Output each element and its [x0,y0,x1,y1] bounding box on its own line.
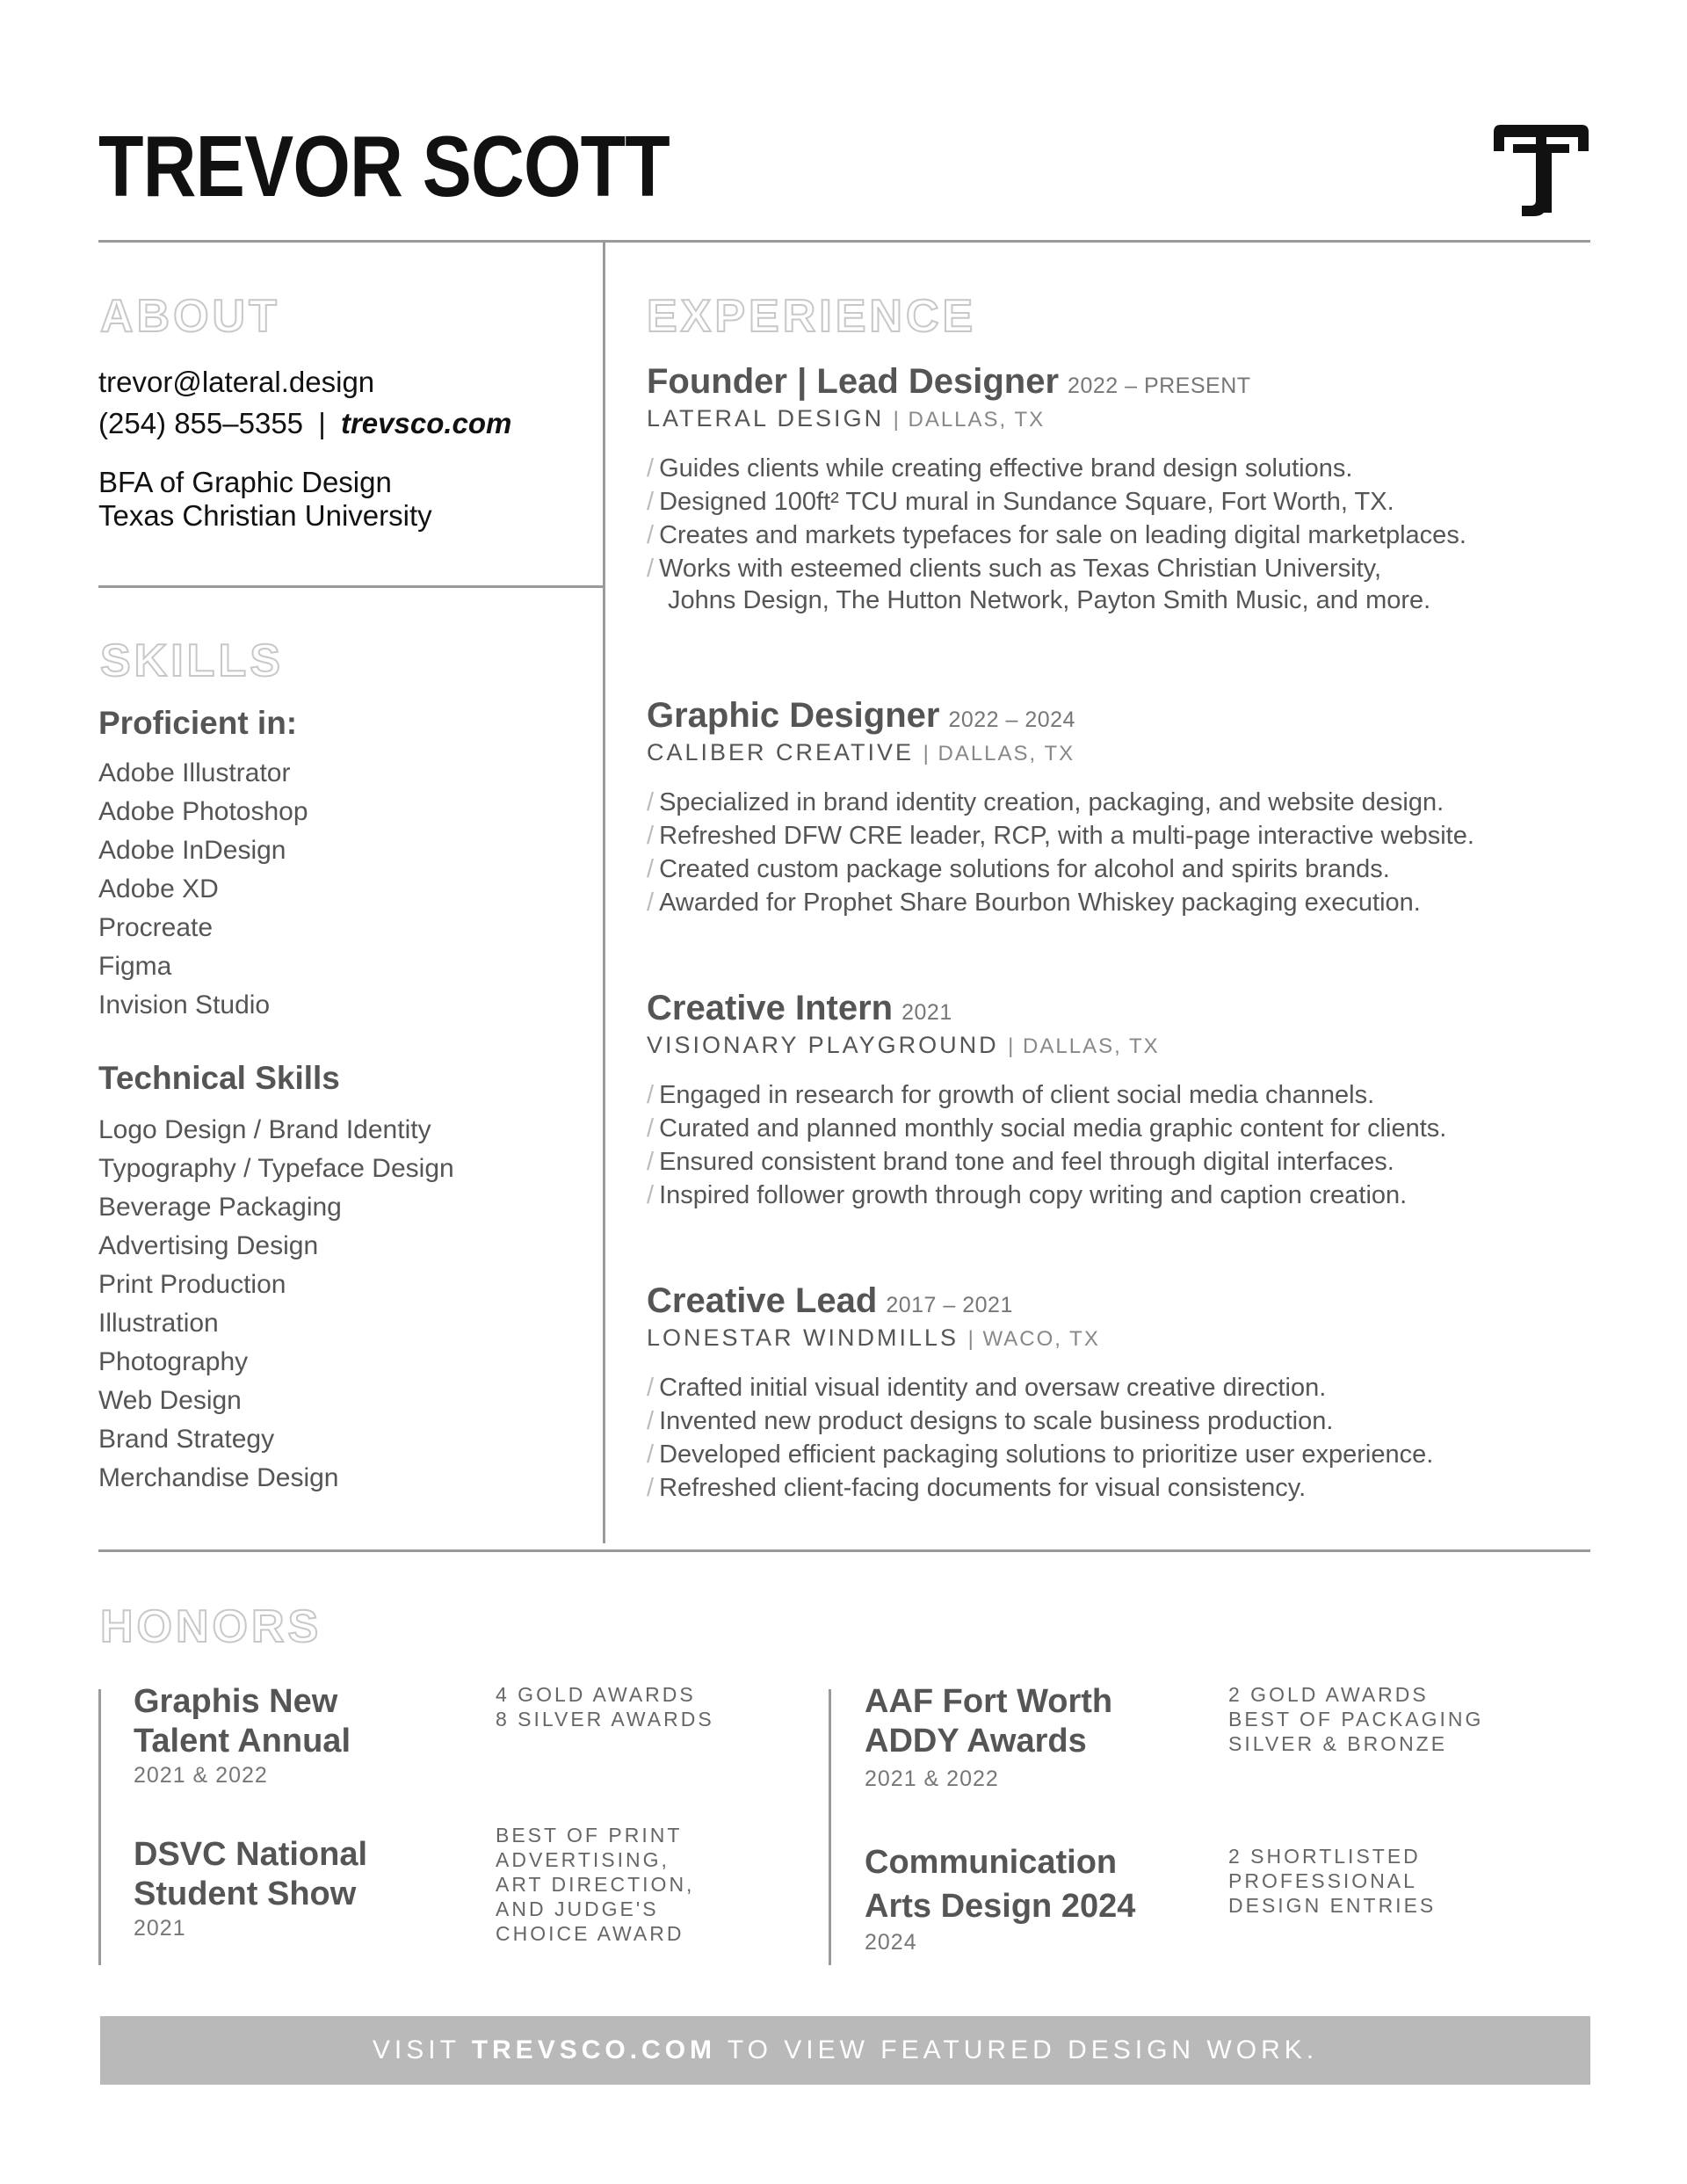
honor-year: 2021 & 2022 [865,1767,999,1791]
bullet-continuation: Johns Design, The Hutton Network, Payton Smith Music, and more. [668,586,1431,614]
detail-line: CHOICE AWARD [496,1922,684,1945]
job-dates: 2021 [901,1000,952,1025]
header-divider [98,240,1590,243]
company-line [647,405,1466,432]
phone-number[interactable]: (254) 855–5355 [98,407,304,439]
bullet-item: / Engaged in research for growth of client social media channels. [647,1081,1375,1109]
bullet-list [647,1078,1446,1212]
list-item: Procreate [98,913,214,942]
job-title: Founder | Lead Designer [647,362,1060,401]
job-title: Creative Lead [647,1281,878,1320]
bullet-item: / Invented new product designs to scale business production. [647,1407,1334,1435]
honors-divider [98,1549,1590,1552]
contact-separator: | [318,407,326,439]
list-item: Illustration [98,1309,219,1338]
contact-block [98,361,511,444]
job-title-line [647,1281,1433,1321]
detail-line: 2 SHORTLISTED [1228,1845,1421,1868]
honor-title: Talent Annual [134,1723,351,1760]
honor-details [496,1823,694,1946]
list-item: Brand Strategy [98,1425,275,1454]
skills-heading: SKILLS [100,635,284,686]
detail-line: 2 GOLD AWARDS [1228,1683,1429,1706]
proficient-heading: Proficient in: [98,705,298,741]
bullet-item: / Refreshed DFW CRE leader, RCP, with a multi-page interactive website. [647,822,1474,850]
job-entry [647,1281,1433,1505]
honor-entry [134,1682,351,1789]
honor-entry [865,1840,1135,1955]
job-entry [647,362,1466,615]
job-title: Creative Intern [647,989,894,1027]
detail-line: SILVER & BRONZE [1228,1732,1448,1755]
company-name: VISIONARY PLAYGROUND [647,1032,999,1058]
honors-right-rule [829,1689,831,1965]
bullet-item: / Specialized in brand identity creation, packaging, and website design. [647,788,1444,816]
bullet-item: / Refreshed client-facing documents for visual consistency. [647,1474,1307,1502]
school: Texas Christian University [98,499,432,532]
job-dates: 2017 – 2021 [886,1293,1013,1317]
honor-title: Communication [865,1844,1118,1881]
honor-year: 2024 [865,1930,917,1955]
bullet-item: / Crafted initial visual identity and oversaw creative direction. [647,1374,1327,1402]
company-name: CALIBER CREATIVE [647,739,915,765]
company-name: LONESTAR WINDMILLS [647,1324,959,1351]
footer-banner [100,2016,1590,2085]
bullet-item: / Inspired follower growth through copy writing and caption creation. [647,1181,1408,1209]
technical-heading: Technical Skills [98,1060,340,1096]
company-name: LATERAL DESIGN [647,405,885,432]
company-location: | DALLAS, TX [1008,1034,1160,1058]
job-entry [647,696,1474,919]
job-title-line [647,989,1446,1028]
company-location: | WACO, TX [967,1327,1100,1351]
list-item: Typography / Typeface Design [98,1154,454,1183]
list-item: Merchandise Design [98,1463,339,1492]
bullet-list [647,452,1466,615]
list-item: Web Design [98,1386,242,1415]
honors-heading: HONORS [100,1601,322,1652]
list-item: Advertising Design [98,1231,319,1260]
honor-title: Graphis New [134,1683,338,1720]
list-item: Photography [98,1347,249,1376]
detail-line: ART DIRECTION, [496,1873,695,1896]
honor-title: Arts Design 2024 [865,1888,1136,1925]
list-item: Beverage Packaging [98,1193,342,1222]
list-item: Logo Design / Brand Identity [98,1115,431,1144]
list-item: Adobe InDesign [98,836,286,865]
detail-line: BEST OF PACKAGING [1228,1708,1484,1731]
footer-prefix: VISIT [372,2035,472,2064]
list-item: Adobe XD [98,874,219,903]
column-divider [603,243,605,1543]
company-line [647,1324,1433,1352]
list-item: Print Production [98,1270,286,1299]
bullet-item: / Awarded for Prophet Share Bourbon Whiskey packaging execution. [647,889,1421,917]
resume-name: TREVOR SCOTT [98,118,670,214]
tj-monogram-icon [1492,125,1590,216]
bullet-item: / Created custom package solutions for alcohol and spirits brands. [647,855,1390,883]
honor-year: 2021 & 2022 [134,1763,268,1788]
experience-heading: EXPERIENCE [647,291,977,342]
bullet-item: / Developed efficient packaging solutions to prioritize user experience. [647,1440,1434,1469]
honor-title: DSVC National [134,1836,368,1873]
job-title: Graphic Designer [647,696,940,735]
detail-line: AND JUDGE'S [496,1897,659,1920]
bullet-item: / Guides clients while creating effective brand design solutions. [647,454,1353,483]
honor-details [496,1682,714,1731]
job-dates: 2022 – PRESENT [1068,374,1251,398]
bullet-item: / Designed 100ft² TCU mural in Sundance Square, Fort Worth, TX. [647,488,1394,516]
detail-line: 4 GOLD AWARDS [496,1683,696,1706]
proficient-list [98,754,308,1025]
detail-line: ADVERTISING, [496,1848,670,1871]
list-item: Adobe Illustrator [98,758,291,787]
detail-line: BEST OF PRINT [496,1824,683,1847]
education-block [98,466,432,533]
honor-entry [134,1835,367,1941]
list-item: Invision Studio [98,990,271,1019]
list-item: Figma [98,952,172,981]
honor-title: ADDY Awards [865,1723,1087,1760]
about-heading: ABOUT [100,291,280,342]
honor-title: AAF Fort Worth [865,1683,1113,1720]
technical-list [98,1111,454,1498]
about-divider [98,585,605,588]
website-link[interactable]: trevsco.com [340,407,512,439]
list-item: Adobe Photoshop [98,797,308,826]
honor-year: 2021 [134,1916,186,1941]
company-line [647,1032,1446,1059]
bullet-item: / Creates and markets typefaces for sale on leading digital marketplaces. [647,521,1466,549]
detail-line: DESIGN ENTRIES [1228,1894,1437,1917]
honor-title: Student Show [134,1876,357,1912]
honor-details [1228,1682,1483,1756]
company-line [647,739,1474,766]
job-title-line [647,362,1466,402]
honors-left-rule [98,1689,101,1965]
email-link[interactable]: trevor@lateral.design [98,366,375,398]
bullet-list [647,786,1474,919]
footer-suffix: TO VIEW FEATURED DESIGN WORK. [716,2035,1319,2064]
honor-details [1228,1844,1436,1918]
phone-line [98,403,511,444]
footer-link[interactable]: TREVSCO.COM [471,2035,717,2064]
job-title-line [647,696,1474,736]
job-dates: 2022 – 2024 [948,707,1075,732]
degree: BFA of Graphic Design [98,466,392,498]
honor-entry [865,1682,1112,1792]
company-location: | DALLAS, TX [923,742,1075,765]
job-entry [647,989,1446,1212]
bullet-item: / Ensured consistent brand tone and feel through digital interfaces. [647,1148,1394,1176]
bullet-item: / Works with esteemed clients such as Texas Christian University, [647,555,1382,583]
bullet-list [647,1371,1433,1505]
detail-line: 8 SILVER AWARDS [496,1708,714,1731]
company-location: | DALLAS, TX [893,408,1046,432]
bullet-item: / Curated and planned monthly social media graphic content for clients. [647,1114,1447,1143]
detail-line: PROFESSIONAL [1228,1869,1417,1892]
